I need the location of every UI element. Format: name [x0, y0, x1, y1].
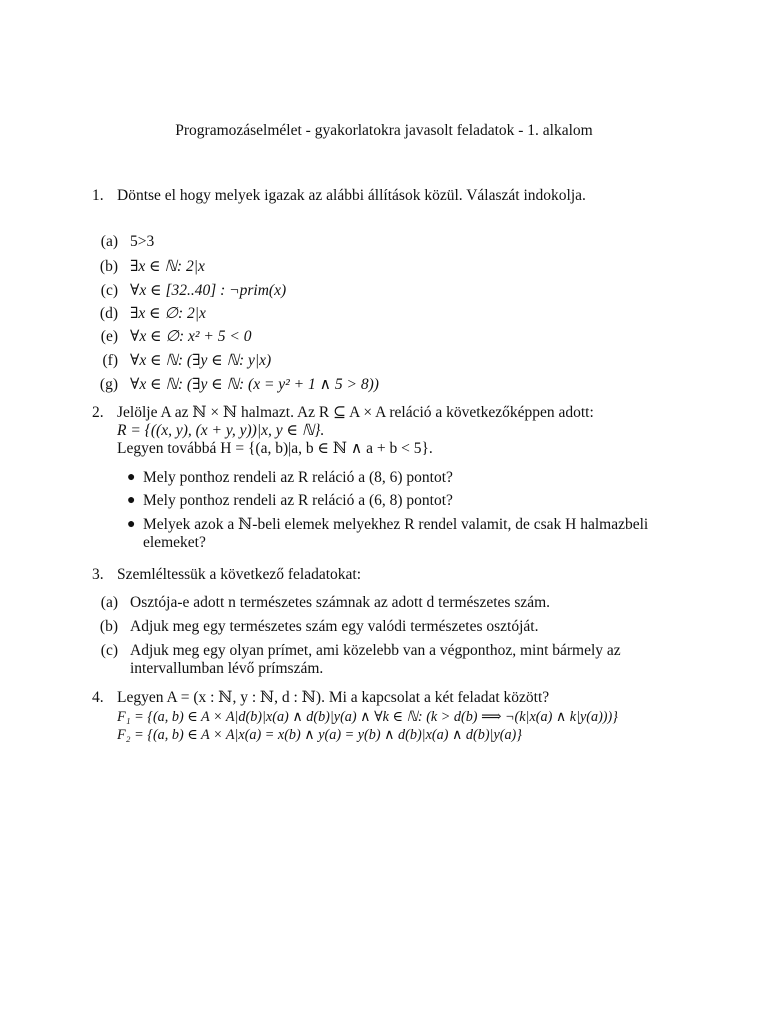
problem-text: Jelölje A az ℕ × ℕ halmazt. Az R ⊆ A × A reláció a következőképpen adott:: [117, 404, 594, 421]
problem-text: Szemléltessük a következő feladatokat:: [117, 566, 362, 583]
problem-text: Legyen A = (x : ℕ, y : ℕ, d : ℕ). Mi a kapcsolat a két feladat között?: [117, 689, 550, 706]
item-text: ∀x ∈ ℕ: (∃y ∈ ℕ: (x = y² + 1 ∧ 5 > 8)): [130, 376, 379, 393]
item-label: (a): [100, 594, 118, 611]
bullet-text: Mely ponthoz rendeli az R reláció a (6, 8) pontot?: [143, 492, 453, 509]
item-text: intervallumban lévő prímszám.: [130, 660, 324, 677]
bullet-text: elemeket?: [143, 534, 206, 551]
problem-number: 2.: [92, 404, 104, 421]
item-text: Osztója-e adott n természetes számnak az adott d természetes szám.: [130, 594, 551, 611]
item-label: (e): [100, 328, 118, 345]
problem-number: 4.: [92, 689, 104, 706]
problem-number: 3.: [92, 566, 104, 583]
item-text: ∀x ∈ ℕ: (∃y ∈ ℕ: y|x): [130, 352, 272, 369]
problem-text: Döntse el hogy melyek igazak az alábbi állítások közül. Válaszát indokolja.: [117, 187, 586, 204]
formula-f1: F₁ = {(a, b) ∈ A × A|d(b)|x(a) ∧ d(b)|y(a) ∧ ∀k ∈ ℕ: (k > d(b) ⟹ ¬(k|x(a) ∧ k|y(a)))}: [117, 709, 618, 725]
item-label: (a): [100, 233, 118, 250]
relation-definition: R = {((x, y), (x + y, y))|x, y ∈ ℕ}.: [117, 422, 325, 439]
page-title: Programozáselmélet - gyakorlatokra javasolt feladatok - 1. alkalom: [175, 122, 593, 139]
bullet-icon: ●: [127, 493, 136, 508]
item-label: (b): [99, 258, 118, 275]
formula-f2: F₂ = {(a, b) ∈ A × A|x(a) = x(b) ∧ y(a) = y(b) ∧ d(b)|x(a) ∧ d(b)|y(a)}: [117, 727, 522, 743]
item-text: Adjuk meg egy természetes szám egy valódi természetes osztóját.: [130, 618, 539, 635]
bullet-text: Mely ponthoz rendeli az R reláció a (8, 6) pontot?: [143, 469, 453, 486]
bullet-icon: ●: [127, 470, 136, 485]
item-text: ∃x ∈ ∅: 2|x: [130, 305, 206, 322]
item-text: 5>3: [130, 233, 155, 250]
item-label: (f): [102, 352, 118, 369]
item-label: (g): [99, 376, 118, 393]
item-label: (c): [100, 642, 118, 659]
bullet-icon: ●: [127, 517, 136, 532]
item-label: (d): [99, 305, 118, 322]
bullet-text: Melyek azok a ℕ-beli elemek melyekhez R rendel valamit, de csak H halmazbeli: [143, 516, 649, 533]
item-text: ∀x ∈ [32..40] : ¬prim(x): [130, 282, 287, 299]
problem-number: 1.: [92, 187, 104, 204]
item-label: (b): [99, 618, 118, 635]
item-label: (c): [100, 282, 118, 299]
set-definition: Legyen továbbá H = {(a, b)|a, b ∈ ℕ ∧ a + b < 5}.: [117, 440, 433, 457]
item-text: ∃x ∈ ℕ: 2|x: [130, 258, 205, 275]
item-text: ∀x ∈ ∅: x² + 5 < 0: [130, 328, 252, 345]
item-text: Adjuk meg egy olyan prímet, ami közelebb van a végponthoz, mint bármely az: [130, 642, 621, 659]
